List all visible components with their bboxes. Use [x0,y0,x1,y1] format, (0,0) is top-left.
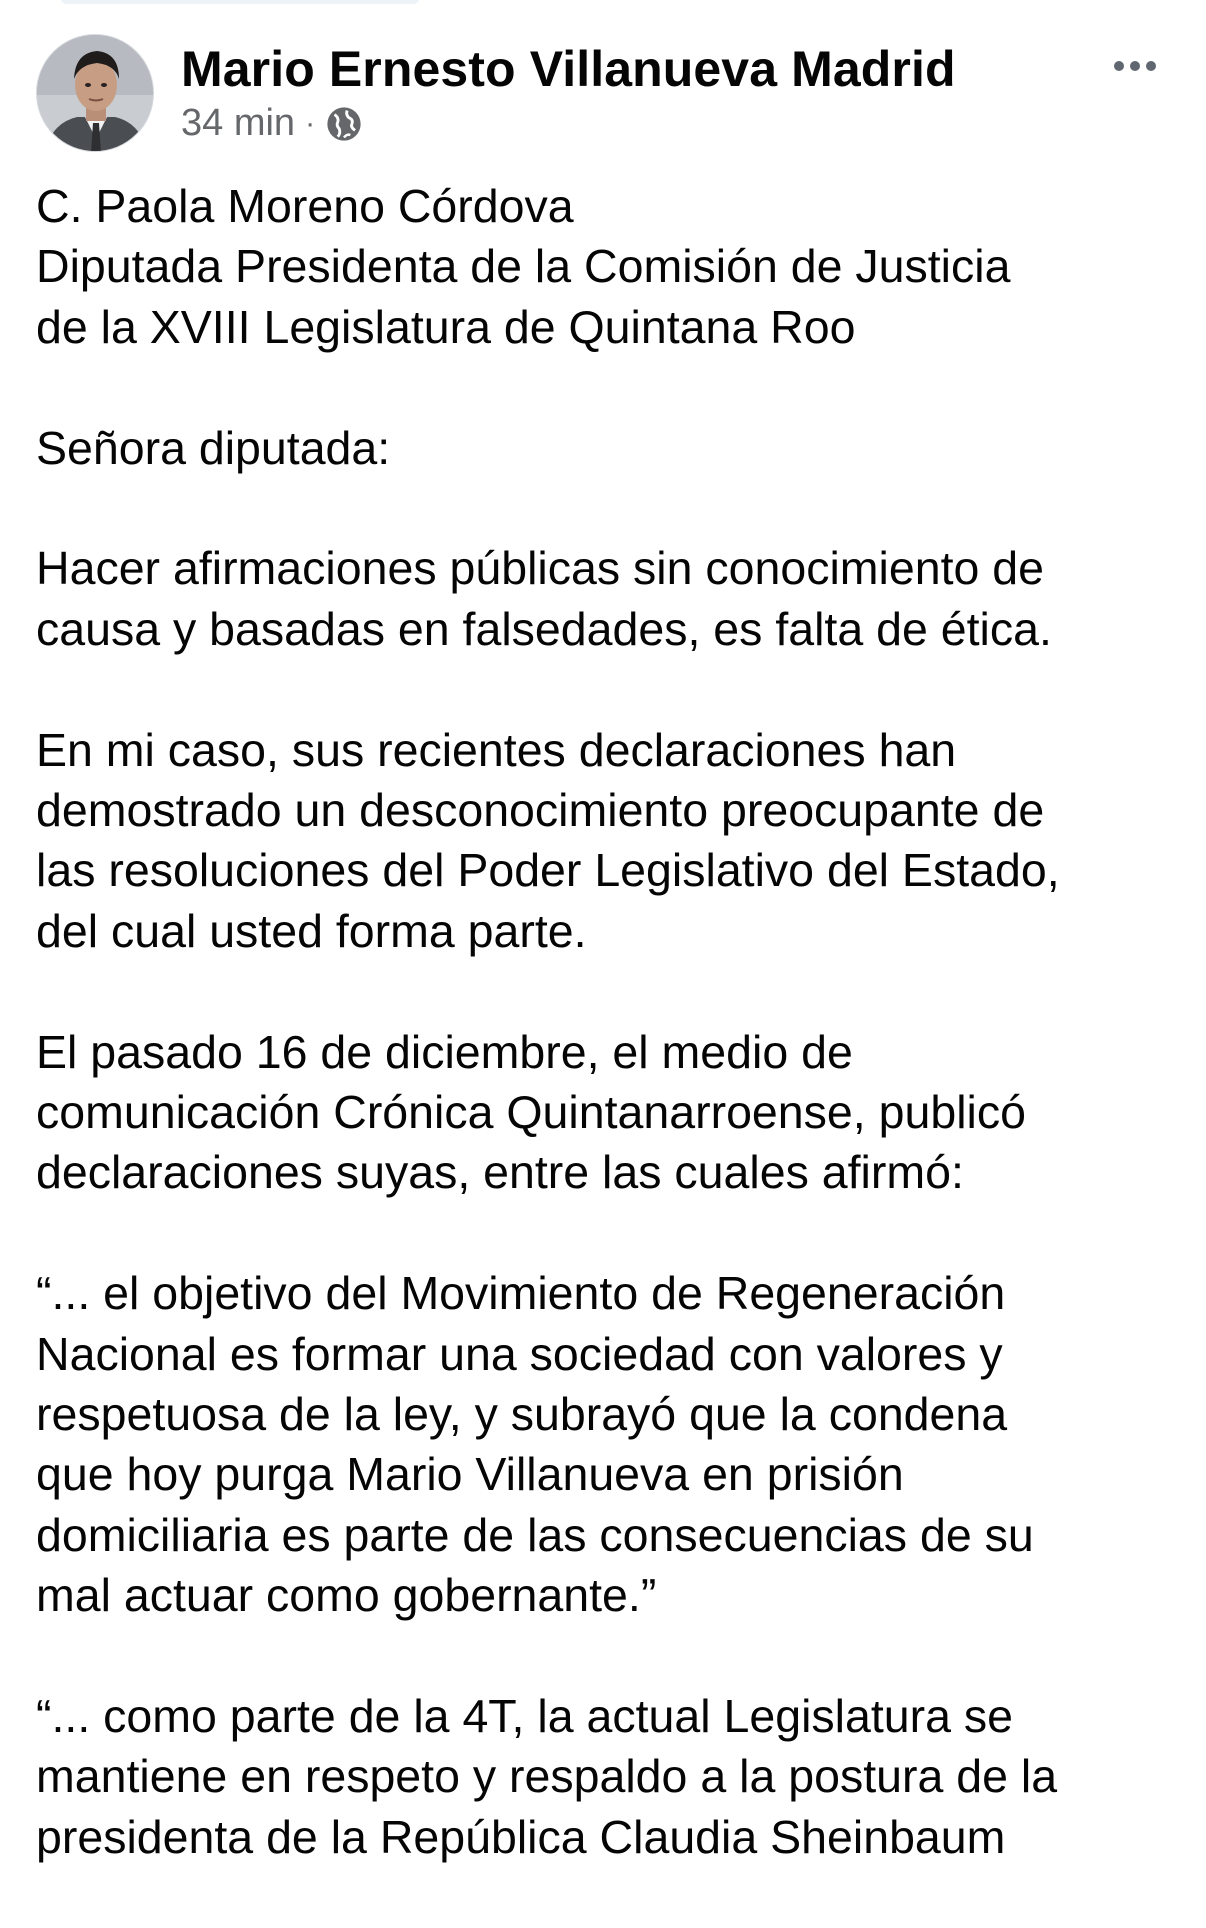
more-options-icon [1113,60,1157,72]
meta-separator: · [305,106,316,140]
post-paragraph: “... el objetivo del Movimiento de Regeneración Nacional es formar una sociedad con valores y respetuosa de la ley, y subrayó que la condena que hoy purga Mario Villanueva en prisión domiciliaria es parte de las consecuencias de su mal actuar como gobernante.” [36,1267,1034,1622]
post-paragraph: En mi caso, sus recientes declaraciones han demostrado un desconocimiento preocupante de las resoluciones del Poder Legislativo del Estado, del cual usted forma parte. [36,723,1060,957]
post-paragraph: “... como parte de la 4T, la actual Legislatura se mantiene en respeto y respaldo a la postura de la presidenta de la República Claudia Sheinbaum [36,1690,1058,1863]
author-name[interactable]: Mario Ernesto Villanueva Madrid [181,41,956,97]
post-paragraph: Señora diputada: [36,421,391,474]
author-avatar[interactable] [36,34,154,152]
post-paragraph: C. Paola Moreno Córdova Diputada Presidenta de la Comisión de Justicia de la XVIII Legislatura de Quintana Roo [36,180,1011,353]
post-paragraph: El pasado 16 de diciembre, el medio de comunicación Crónica Quintanarroense, publicó declaraciones suyas, entre las cuales afirmó: [36,1025,1026,1199]
post-header [36,34,1170,154]
avatar-portrait-icon [37,35,154,152]
post-timestamp[interactable]: 34 min [181,102,296,144]
globe-icon[interactable] [325,105,363,143]
post-paragraph: Hacer afirmaciones públicas sin conocimiento de causa y basadas en falsedades, es falta de ética. [36,542,1052,655]
post-body [36,176,1176,1928]
top-scroll-indicator [60,0,420,4]
post-meta [181,102,363,145]
more-options-button[interactable] [1100,46,1170,86]
